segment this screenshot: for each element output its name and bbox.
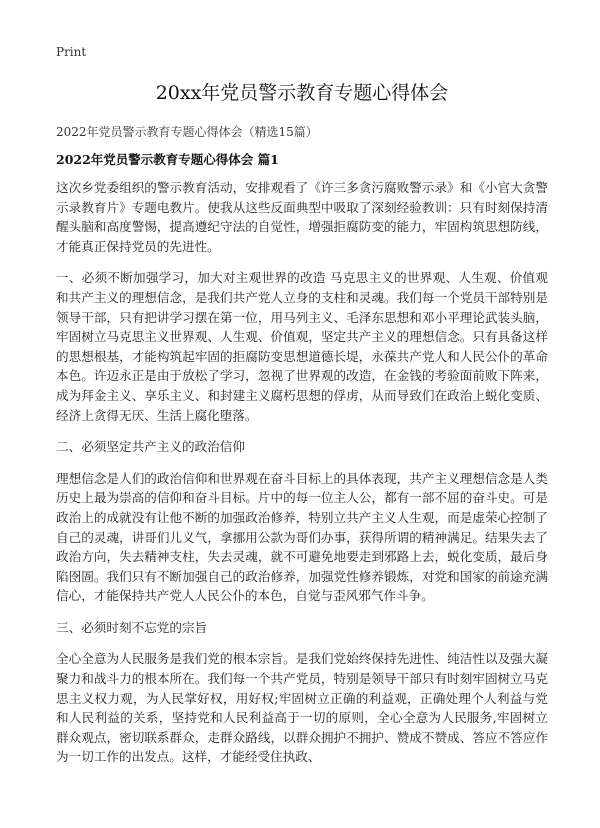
- section-1-paragraph: 一、必须不断加强学习，加大对主观世界的改造 马克思主义的世界观、人生观、价值观和共产主义的理想信念，是我们共产党人立身的支柱和灵魂。我们每一个党员干部特别是领导干部，只有把讲学习摆在第一位，用马列主义、毛泽东思想和邓小平理论武装头脑，牢固树立马克思主义世界观、人生观、价值观，坚定共产主义的理想信念。只有具备这样的思想根基，才能构筑起牢固的拒腐防变思想道德长堤，永葆共产党人和人民公仆的革命本色。许迈永正是由于放松了学习，忽视了世界观的改造，在金钱的考验面前败下阵来，成为拜金主义、享乐主义、和封建主义腐朽思想的俘虏，从而导致们在政治上蜕化变质、经济上贪得无厌、生活上腐化堕落。: [56, 270, 548, 423]
- section-2-paragraph: 理想信念是人们的政治信仰和世界观在奋斗目标上的具体表现，共产主义理想信念是人类历史上最为崇高的信仰和奋斗目标。片中的每一位主人公，都有一部不屈的奋斗史。可是政治上的成就没有让他不断的加强政治修养，特别立共产主义人生观，而是虚荣心控制了自己的灵魂，讲哥们儿义气，拿挪用公款为哥们办事，获得所谓的精神满足。结果失去了政治方向，失去精神支柱，失去灵魂，就不可避免地要走到邪路上去，蜕化变质，最后身陷囹圄。我们只有不断加强自己的政治修养，加强党性修养锻炼，对党和国家的前途充满信心，才能保持共产党人人民公仆的本色，自觉与歪风邪气作斗争。: [56, 470, 548, 604]
- section-2-heading: 二、必须坚定共产主义的政治信仰: [56, 439, 245, 455]
- article-body: [56, 178, 548, 779]
- page-title: 20xx年党员警示教育专题心得体会: [155, 82, 449, 104]
- article-heading: 2022年党员警示教育专题心得体会 篇1: [56, 152, 279, 167]
- section-3-paragraph: 全心全意为人民服务是我们党的根本宗旨。是我们党始终保持先进性、纯洁性以及强大凝聚力和战斗力的根本所在。我们每一个共产党员，特别是领导干部只有时刻牢固树立马克思主义权力观，为人民掌好权，用好权;牢固树立正确的利益观，正确处理个人利益与党和人民利益的关系，坚持党和人民利益高于一切的原则，全心全意为人民服务,牢固树立群众观点，密切联系群众，走群众路线，以群众拥护不拥护、赞成不赞成、答应不答应作为一切工作的出发点。这样，才能经受住执政、: [56, 651, 548, 765]
- section-3-heading: 三、必须时刻不忘党的宗旨: [56, 619, 208, 635]
- intro-paragraph: 这次乡党委组织的警示教育活动，安排观看了《许三多贪污腐败警示录》和《小官大贪警示录教育片》专题电教片。使我从这些反面典型中吸取了深刻经验教训：只有时刻保持清醒头脑和高度警惕，提高遵纪守法的自觉性，增强拒腐防变的能力，牢固构筑思想防线，才能真正保持党员的先进性。: [56, 180, 548, 254]
- print-link[interactable]: Print: [56, 45, 87, 59]
- document-subtitle: 2022年党员警示教育专题心得体会（精选15篇）: [56, 125, 318, 139]
